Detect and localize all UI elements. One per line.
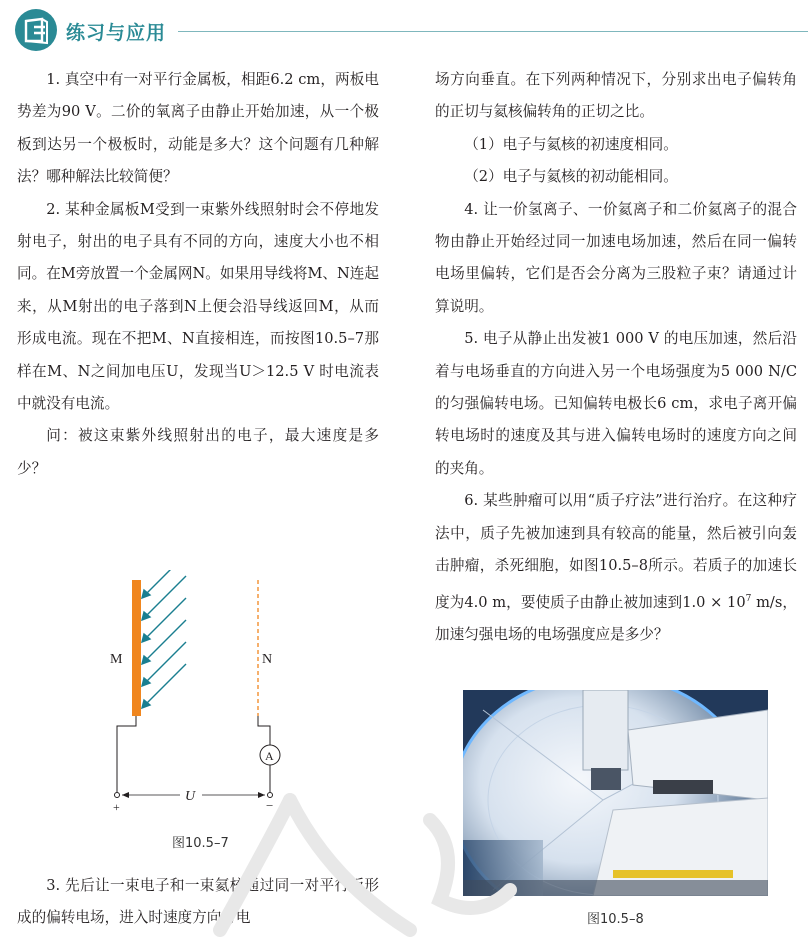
figure-10-5-8-caption: 图10.5–8 [587,912,644,927]
label-m: M [110,652,123,667]
label-minus: − [266,798,274,813]
problem-1: 1. 真空中有一对平行金属板，相距6.2 cm，两板电势差为90 V。二价的氧离子由静止开始加速，从一个极板到达另一个极板时，动能是多大？这个问题有几种解法？哪种解法比较简便？ [17,71,379,186]
problem-2: 2. 某种金属板M受到一束紫外线照射时会不停地发射电子，射出的电子具有不同的方向，速度大小也不相同。在M旁放置一个金属网N。如果用导线将M、N连起来，从M射出的电子落到N上便会沿导线返回M，从而形成电流。现在不把M、N直接相连，而按图10.5–7那样在M、N之间加电压U，发现当U＞12.5 V 时电流表中就没有电流。 [17,200,379,413]
problem-3-continued: 场方向垂直。在下列两种情况下，分别求出电子偏转角的正切与氦核偏转角的正切之比。 [435,71,797,121]
problem-3-case-1: （1）电子与氦核的初速度相同。 [464,135,678,153]
figure-10-5-7 [100,570,300,820]
label-n: N [262,652,273,667]
circuit-wires [117,716,270,792]
problem-3: 3. 先后让一束电子和一束氦核通过同一对平行板形成的偏转电场，进入时速度方向与电 [17,877,379,927]
problem-2-question: 问：被这束紫外线照射出的电子，最大速度是多少？ [17,427,379,477]
figure-10-5-7-caption: 图10.5–7 [172,836,229,851]
problem-6 [435,485,797,651]
label-u: U [185,789,196,804]
proton-therapy-illustration [463,690,768,896]
section-title: 练习与应用 [66,22,167,44]
terminal-plus [115,793,120,798]
header-divider [178,31,808,32]
problem-3-case-2: （2）电子与氦核的初动能相同。 [464,168,678,186]
problem-3-start [17,870,379,935]
section-header [0,0,808,62]
plate-m [132,580,141,716]
left-column [17,64,379,485]
problem-5: 5. 电子从静止出发被1 000 V 的电压加速，然后沿着与电场垂直的方向进入另一个电场强度为5 000 N/C 的匀强偏转电场。已知偏转电极长6 cm，求电子离开偏转电场时的速度及其与进入偏转电场时的速度方向之间的夹角。 [435,330,797,477]
problem-6-part-a: 6. 某些肿瘤可以用“质子疗法”进行治疗。在这种疗法中，质子先被加速到具有较高的能量，然后被引向轰击肿瘤，杀死细胞，如图10.5–8所示。若质子的加速长度为4.0 m，要使质子由静止被加速到1.0 × 10 [435,492,797,611]
terminal-minus [268,793,273,798]
problem-6-part-b: m/s，加速匀强电场的电场强度应是多少？ [435,593,797,643]
uv-rays [142,570,186,708]
proton-therapy-photo [463,690,768,896]
problem-6-exponent: 7 [745,593,752,604]
right-column [435,64,797,651]
problem-4: 4. 让一价氢离子、一价氦离子和二价氦离子的混合物由静止开始经过同一加速电场加速，然后在同一偏转电场里偏转，它们是否会分离为三股粒子束？请通过计算说明。 [435,200,797,315]
label-plus: + [113,800,120,814]
ammeter-label: A [265,749,274,763]
exercise-book-icon [14,8,58,52]
